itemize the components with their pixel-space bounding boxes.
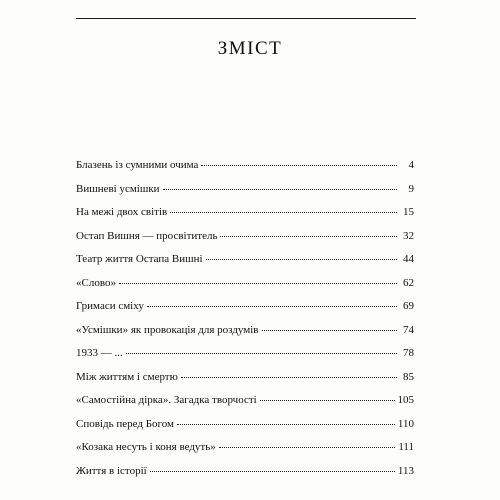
toc-entry-title: Життя в історії bbox=[76, 464, 147, 477]
toc-entry-page: 105 bbox=[397, 394, 414, 406]
toc-entry bbox=[76, 154, 414, 178]
toc-entry-page: 113 bbox=[397, 464, 414, 477]
toc-entry bbox=[76, 178, 414, 202]
toc-entry-title: «Слово» bbox=[76, 276, 116, 289]
toc-entry-title: Між життям і смертю bbox=[76, 370, 178, 383]
toc-leader-dots bbox=[163, 189, 397, 190]
toc-entry-page: 32 bbox=[403, 229, 414, 242]
toc-entry bbox=[76, 413, 414, 437]
table-of-contents bbox=[76, 154, 414, 483]
toc-entry bbox=[76, 389, 414, 413]
toc-leader-dots bbox=[119, 283, 397, 284]
toc-entry bbox=[76, 366, 414, 390]
toc-entry bbox=[76, 272, 414, 296]
toc-entry-title: Вишневі усмішки bbox=[76, 182, 160, 195]
toc-entry bbox=[76, 201, 414, 225]
toc-entry-page: 4 bbox=[408, 159, 414, 171]
toc-entry-title: «Козака несуть і коня ведуть» bbox=[76, 441, 216, 453]
toc-entry-title: Сповідь перед Богом bbox=[76, 417, 174, 430]
top-rule bbox=[76, 18, 416, 19]
toc-leader-dots bbox=[181, 377, 397, 378]
toc-entry bbox=[76, 225, 414, 249]
toc-leader-dots bbox=[150, 471, 395, 472]
toc-leader-dots bbox=[220, 236, 397, 237]
toc-leader-dots bbox=[262, 330, 398, 331]
toc-entry-title: Блазень із сумними очима bbox=[76, 159, 199, 171]
toc-leader-dots bbox=[170, 212, 397, 213]
toc-entry-title: «Самостійна дірка». Загадка творчості bbox=[76, 394, 257, 406]
toc-entry-title: Театр життя Остапа Вишні bbox=[76, 253, 203, 265]
toc-entry bbox=[76, 319, 414, 343]
toc-entry-page: 110 bbox=[397, 417, 414, 430]
toc-leader-dots bbox=[260, 400, 395, 401]
toc-entry-page: 74 bbox=[403, 323, 414, 336]
toc-entry bbox=[76, 342, 414, 366]
toc-leader-dots bbox=[126, 353, 397, 354]
toc-entry-title: Гримаси сміху bbox=[76, 300, 144, 312]
toc-entry-page: 15 bbox=[403, 206, 414, 218]
toc-entry bbox=[76, 295, 414, 319]
toc-entry-page: 85 bbox=[403, 370, 414, 383]
toc-leader-dots bbox=[177, 424, 395, 425]
toc-leader-dots bbox=[206, 259, 397, 260]
toc-entry-title: 1933 — ... bbox=[76, 347, 123, 359]
toc-entry bbox=[76, 248, 414, 272]
toc-entry-page: 69 bbox=[403, 300, 414, 312]
page-title: ЗМІСТ bbox=[217, 38, 283, 59]
toc-entry-title: «Усмішки» як провокація для роздумів bbox=[76, 323, 259, 336]
toc-leader-dots bbox=[219, 447, 396, 448]
toc-entry-page: 78 bbox=[403, 347, 414, 359]
toc-entry-title: На межі двох світів bbox=[76, 206, 168, 218]
toc-entry-page: 9 bbox=[408, 182, 414, 195]
toc-entry-page: 44 bbox=[403, 253, 414, 265]
toc-entry-title: Остап Вишня — просвітитель bbox=[76, 229, 218, 242]
toc-entry-page: 111 bbox=[398, 441, 414, 453]
toc-entry bbox=[76, 436, 414, 460]
toc-entry-page: 62 bbox=[403, 276, 414, 289]
toc-leader-dots bbox=[147, 306, 397, 307]
toc-leader-dots bbox=[201, 165, 397, 166]
toc-entry bbox=[76, 460, 414, 484]
